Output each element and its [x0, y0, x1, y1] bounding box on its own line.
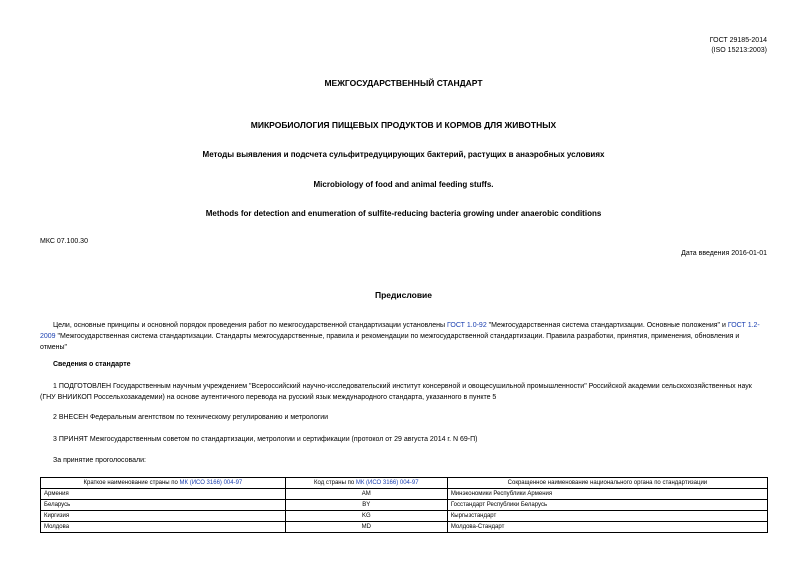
document-subtitle-en: Methods for detection and enumeration of sulfite-reducing bacteria growing under anaerobic conditions — [205, 209, 602, 218]
standard-info-heading: Сведения о стандарте — [53, 361, 131, 368]
table-row — [41, 489, 768, 500]
table-row — [41, 511, 768, 522]
column-header-country: Краткое наименование страны по МК (ИСО 3166) 004-97 — [41, 478, 286, 489]
adopted-by-item: 3 ПРИНЯТ Межгосударственным советом по стандартизации, метрологии и сертификации (протокол от 29 августа 2014 г. N 69-П) — [53, 436, 478, 443]
preface-heading: Предисловие — [374, 290, 433, 300]
iso-reference: (ISO 15213:2003) — [711, 47, 767, 54]
column-header-code: Код страны по МК (ИСО 3166) 004-97 — [285, 478, 447, 489]
code-cell: KG — [285, 511, 447, 522]
voting-countries-table — [40, 477, 768, 533]
code-cell: AM — [285, 489, 447, 500]
mk-iso-link-col2[interactable]: МК (ИСО 3166) 004-97 — [355, 480, 419, 486]
gost-1-0-link[interactable]: ГОСТ 1.0-92 — [446, 322, 487, 329]
mks-code: МКС 07.100.30 — [40, 238, 88, 245]
country-cell: Армения — [41, 489, 286, 500]
preface-paragraph: Цели, основные принципы и основной порядок проведения работ по межгосударственной стандартизации установлены ГОСТ 1.0-92 "Межгосударственная система стандартизации. Основные положения" и ГОСТ 1.2-2009 "Межгосударственная система стандартизации. Стандарты межгосударственные, правила и рекомендации по межгосударственной стандартизации. Правила разработки, принятия, применения, обновления и отмены" — [40, 322, 760, 351]
code-cell: BY — [285, 500, 447, 511]
body-cell: Минэкономики Республики Армения — [447, 489, 767, 500]
prepared-by-item: 1 ПОДГОТОВЛЕН Государственным научным учреждением "Всероссийский научно-исследовательский институт консервной и овощесушильной промышленности" Российской академии сельскохозяйственных наук (ГНУ ВНИИКОП Россельхозакадемии) на основе аутентичного перевода на русский язык международного стандарта, указанного в пункте 5 — [40, 383, 752, 401]
document-subtitle-ru: Методы выявления и подсчета сульфитредуцирующих бактерий, растущих в анаэробных условиях — [202, 150, 605, 159]
interstate-standard-heading: МЕЖГОСУДАРСТВЕННЫЙ СТАНДАРТ — [324, 78, 483, 88]
standard-code: ГОСТ 29185-2014 — [709, 37, 767, 44]
country-cell: Беларусь — [41, 500, 286, 511]
country-cell: Киргизия — [41, 511, 286, 522]
table-row — [41, 522, 768, 533]
body-cell: Госстандарт Республики Беларусь — [447, 500, 767, 511]
document-title-en: Microbiology of food and animal feeding stuffs. — [313, 180, 494, 189]
table-header-row — [41, 478, 768, 489]
country-cell: Молдова — [41, 522, 286, 533]
column-header-body: Сокращенное наименование национального органа по стандартизации — [447, 478, 767, 489]
document-title: МИКРОБИОЛОГИЯ ПИЩЕВЫХ ПРОДУКТОВ И КОРМОВ ДЛЯ ЖИВОТНЫХ — [250, 120, 557, 130]
gost-1-2-link[interactable]: ГОСТ 1.2-2009 — [40, 322, 760, 340]
body-cell: Молдова-Стандарт — [447, 522, 767, 533]
submitted-by-item: 2 ВНЕСЕН Федеральным агентством по техническому регулированию и метрологии — [53, 414, 329, 421]
body-cell: Кыргызстандарт — [447, 511, 767, 522]
code-cell: MD — [285, 522, 447, 533]
voted-for-label: За принятие проголосовали: — [53, 457, 146, 464]
effective-date: Дата введения 2016-01-01 — [681, 250, 767, 257]
mk-iso-link-col1[interactable]: МК (ИСО 3166) 004-97 — [179, 480, 243, 486]
table-row — [41, 500, 768, 511]
